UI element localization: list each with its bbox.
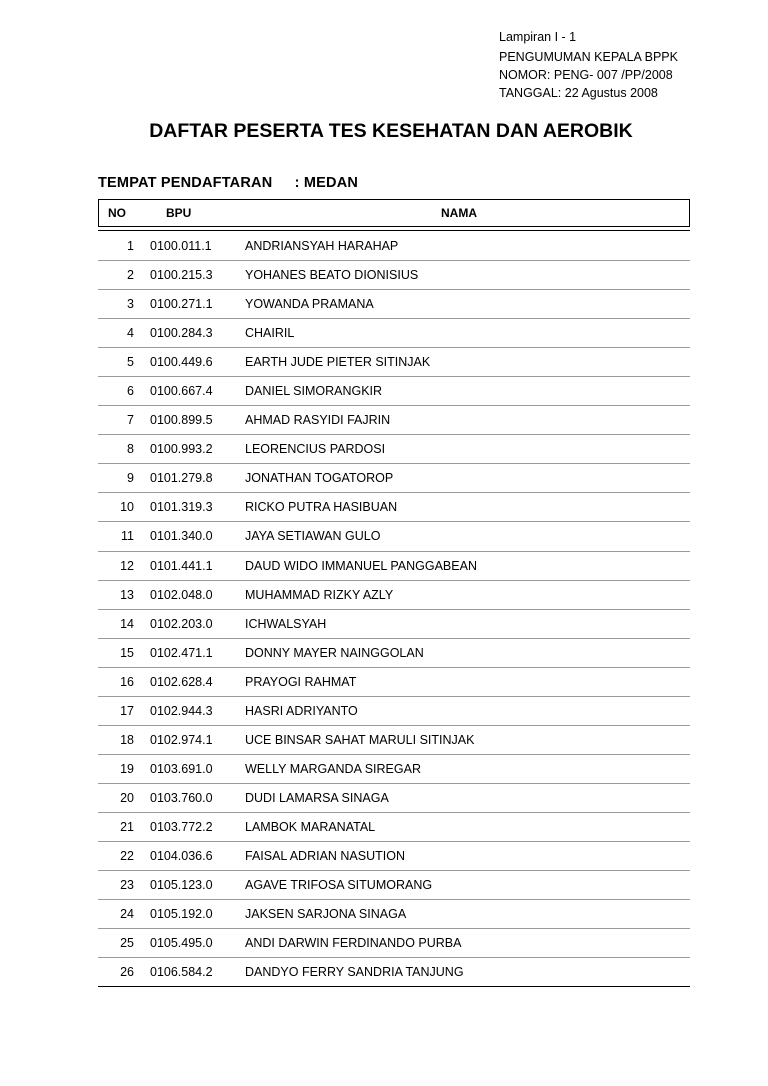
- row-no: 3: [127, 297, 134, 312]
- table-row: [98, 842, 690, 871]
- row-bpu: 0102.944.3: [150, 703, 213, 718]
- row-bpu: 0100.215.3: [150, 268, 213, 283]
- row-nama: YOHANES BEATO DIONISIUS: [245, 268, 419, 283]
- row-bpu: 0100.449.6: [150, 355, 213, 370]
- row-bpu: 0102.203.0: [150, 616, 213, 631]
- row-no: 12: [120, 558, 134, 573]
- table-row: [98, 813, 690, 842]
- row-no: 24: [120, 907, 134, 922]
- row-no: 13: [120, 587, 134, 602]
- row-nama: YOWANDA PRAMANA: [245, 297, 374, 312]
- table-row: [98, 581, 690, 610]
- row-no: 19: [120, 761, 134, 776]
- row-nama: HASRI ADRIYANTO: [245, 703, 358, 718]
- row-nama: ANDRIANSYAH HARAHAP: [245, 239, 399, 253]
- row-no: 25: [120, 936, 134, 951]
- row-no: 23: [120, 878, 134, 893]
- row-bpu: 0100.899.5: [150, 413, 213, 428]
- registration-place: [98, 175, 358, 191]
- row-no: 20: [120, 790, 134, 805]
- table-row: [98, 784, 690, 813]
- table-row: [98, 290, 690, 319]
- annex-announcement: PENGUMUMAN KEPALA BPPK: [499, 50, 678, 64]
- row-bpu: 0102.628.4: [150, 674, 213, 689]
- annex-date: TANGGAL: 22 Agustus 2008: [499, 86, 658, 100]
- registration-place-label: TEMPAT PENDAFTARAN: [98, 175, 273, 191]
- row-bpu: 0103.691.0: [150, 761, 213, 776]
- row-nama: ANDI DARWIN FERDINANDO PURBA: [245, 936, 462, 951]
- row-no: 22: [120, 848, 134, 863]
- row-nama: DONNY MAYER NAINGGOLAN: [245, 645, 424, 660]
- row-nama: RICKO PUTRA HASIBUAN: [245, 500, 398, 515]
- header-nama: NAMA: [441, 206, 477, 220]
- row-bpu: 0101.340.0: [150, 529, 213, 544]
- row-nama: LEORENCIUS PARDOSI: [245, 442, 386, 457]
- row-no: 14: [120, 616, 134, 631]
- row-no: 18: [120, 732, 134, 747]
- row-bpu: 0100.284.3: [150, 326, 213, 341]
- table-row: [98, 958, 690, 987]
- document-title: DAFTAR PESERTA TES KESEHATAN DAN AEROBIK: [149, 120, 633, 142]
- row-bpu: 0102.974.1: [150, 732, 213, 747]
- table-row: [98, 668, 690, 697]
- table-row: [98, 406, 690, 435]
- row-nama: AHMAD RASYIDI FAJRIN: [245, 413, 391, 428]
- row-no: 17: [120, 703, 134, 718]
- row-bpu: 0101.279.8: [150, 471, 213, 486]
- table-row: [98, 522, 690, 551]
- table-row: [98, 610, 690, 639]
- table-row: [98, 493, 690, 522]
- row-nama: DANIEL SIMORANGKIR: [245, 384, 383, 399]
- row-bpu: 0105.192.0: [150, 907, 213, 922]
- table-row: [98, 377, 690, 406]
- table-row: [98, 639, 690, 668]
- row-no: 1: [127, 239, 134, 253]
- row-nama: UCE BINSAR SAHAT MARULI SITINJAK: [245, 732, 475, 747]
- row-nama: EARTH JUDE PIETER SITINJAK: [245, 355, 431, 370]
- row-bpu: 0100.667.4: [150, 384, 213, 399]
- row-no: 10: [120, 500, 134, 515]
- table-row: [98, 464, 690, 493]
- table-row: [98, 261, 690, 290]
- row-no: 21: [120, 819, 134, 834]
- table-row: [98, 900, 690, 929]
- row-no: 9: [127, 471, 134, 486]
- row-bpu: 0100.993.2: [150, 442, 213, 457]
- row-nama: PRAYOGI RAHMAT: [245, 674, 357, 689]
- row-no: 26: [120, 965, 134, 980]
- row-bpu: 0103.772.2: [150, 819, 213, 834]
- row-bpu: 0100.011.1: [150, 239, 212, 253]
- row-nama: JAYA SETIAWAN GULO: [245, 529, 381, 544]
- row-no: 5: [127, 355, 134, 370]
- row-no: 4: [127, 326, 134, 341]
- row-bpu: 0102.048.0: [150, 587, 213, 602]
- table-row: [98, 319, 690, 348]
- row-nama: WELLY MARGANDA SIREGAR: [245, 761, 421, 776]
- row-nama: DUDI LAMARSA SINAGA: [245, 790, 389, 805]
- row-bpu: 0104.036.6: [150, 848, 213, 863]
- row-no: 7: [127, 413, 134, 428]
- row-no: 2: [127, 268, 134, 283]
- row-nama: DANDYO FERRY SANDRIA TANJUNG: [245, 965, 464, 980]
- row-no: 15: [120, 645, 134, 660]
- row-bpu: 0101.441.1: [150, 558, 213, 573]
- row-nama: DAUD WIDO IMMANUEL PANGGABEAN: [245, 558, 477, 573]
- annex-number: NOMOR: PENG- 007 /PP/2008: [499, 68, 673, 82]
- row-bpu: 0106.584.2: [150, 965, 213, 980]
- row-bpu: 0100.271.1: [150, 297, 213, 312]
- row-bpu: 0101.319.3: [150, 500, 213, 515]
- participant-table: [98, 232, 690, 987]
- table-row: [98, 232, 690, 261]
- row-no: 16: [120, 674, 134, 689]
- annex-lampiran: Lampiran I - 1: [499, 30, 577, 44]
- row-nama: CHAIRIL: [245, 326, 295, 341]
- row-nama: AGAVE TRIFOSA SITUMORANG: [245, 878, 433, 893]
- row-bpu: 0103.760.0: [150, 790, 213, 805]
- registration-place-value: MEDAN: [303, 175, 359, 191]
- table-row: [98, 435, 690, 464]
- row-bpu: 0102.471.1: [150, 645, 213, 660]
- row-nama: JAKSEN SARJONA SINAGA: [245, 907, 407, 922]
- table-header: [98, 199, 690, 227]
- table-row: [98, 871, 690, 900]
- header-divider: [98, 230, 690, 231]
- row-nama: JONATHAN TOGATOROP: [245, 471, 394, 486]
- row-no: 6: [127, 384, 134, 399]
- row-bpu: 0105.495.0: [150, 936, 213, 951]
- annex-reference: [499, 28, 678, 102]
- header-no: NO: [108, 206, 126, 220]
- table-row: [98, 552, 690, 581]
- table-row: [98, 697, 690, 726]
- row-nama: MUHAMMAD RIZKY AZLY: [245, 587, 394, 602]
- table-row: [98, 929, 690, 958]
- row-bpu: 0105.123.0: [150, 878, 213, 893]
- row-no: 8: [127, 442, 134, 457]
- row-nama: ICHWALSYAH: [245, 616, 327, 631]
- table-row: [98, 726, 690, 755]
- header-bpu: BPU: [166, 206, 192, 220]
- table-row: [98, 755, 690, 784]
- row-nama: LAMBOK MARANATAL: [245, 819, 376, 834]
- row-nama: FAISAL ADRIAN NASUTION: [245, 848, 405, 863]
- registration-place-separator: :: [294, 175, 300, 191]
- row-no: 11: [121, 529, 134, 544]
- table-row: [98, 348, 690, 377]
